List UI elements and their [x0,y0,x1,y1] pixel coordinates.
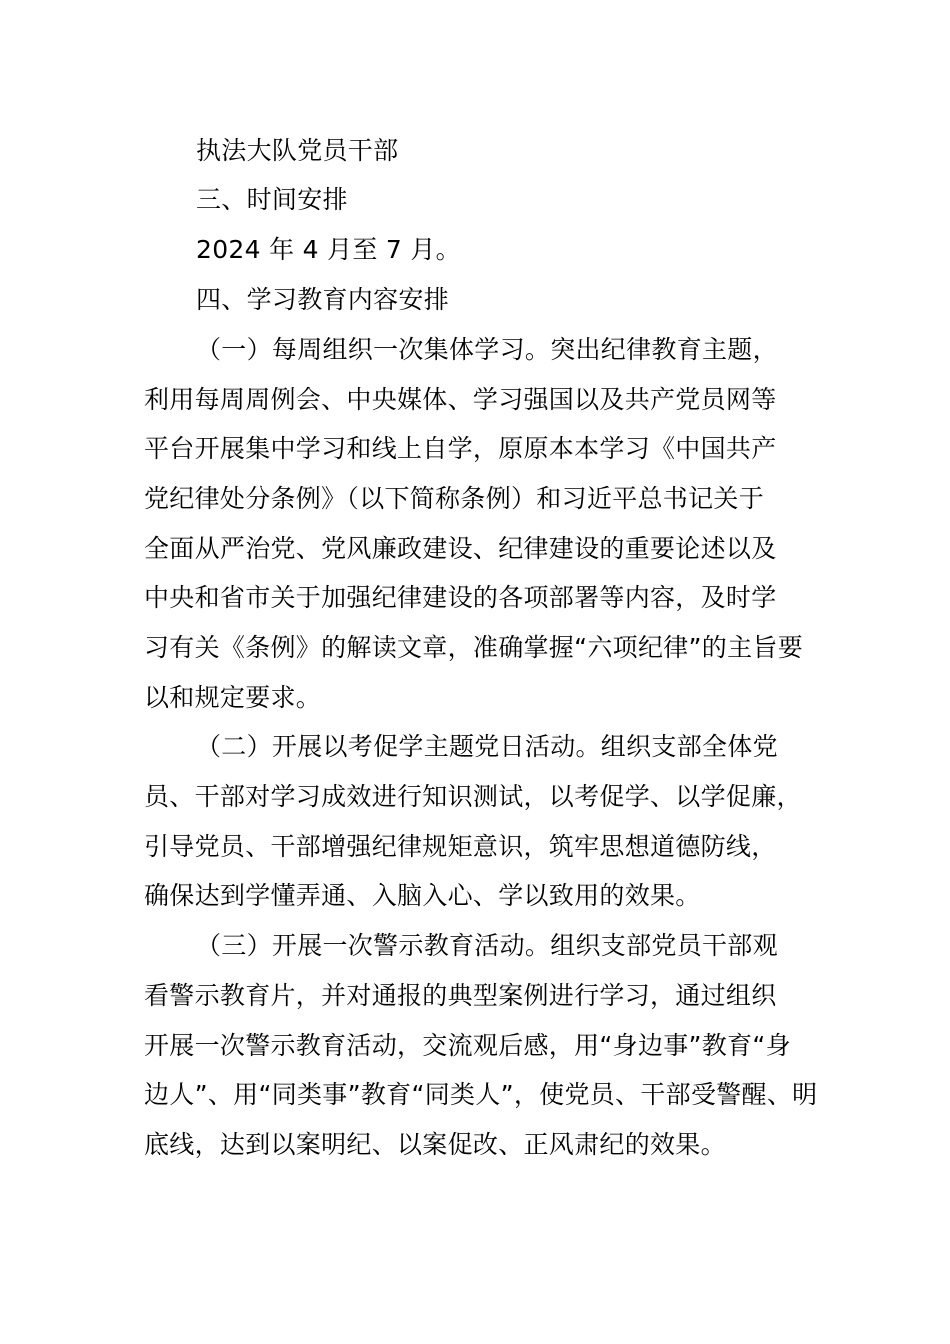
paragraph-1-line: 党纪律处分条例》（以下简称条例）和习近平总书记关于 [144,484,765,513]
paragraph-3-line: 开展一次警示教育活动，交流观后感，用“身边事”教育“身 [144,1031,791,1060]
paragraph-1-line: （一）每周组织一次集体学习。突出纪律教育主题， [196,335,778,364]
paragraph-3-line: 底线，达到以案明纪、以案促改、正风肃纪的效果。 [144,1130,726,1159]
paragraph-1-line: 全面从严治党、党风廉政建设、纪律建设的重要论述以及 [144,534,777,563]
paragraph-3-line: 边人”、用“同类事”教育“同类人”，使党员、干部受警醒、明 [144,1080,818,1109]
paragraph-1-line: 中央和省市关于加强纪律建设的各项部署等内容，及时学 [144,583,777,612]
paragraph-2-line: 员、干部对学习成效进行知识测试，以考促学、以学促廉， [144,782,802,811]
paragraph-3-line: 看警示教育片，并对通报的典型案例进行学习，通过组织 [144,981,777,1010]
paragraph-1-line: 平台开展集中学习和线上自学，原原本本学习《中国共产 [144,434,777,463]
text-line-audience: 执法大队党员干部 [196,136,399,165]
section-heading-3: 三、时间安排 [196,185,348,214]
paragraph-3-line: （三）开展一次警示教育活动。组织支部党员干部观 [196,931,778,960]
paragraph-2-line: 引导党员、干部增强纪律规矩意识，筑牢思想道德防线， [144,832,777,861]
paragraph-1-line: 习有关《条例》的解读文章，准确掌握“六项纪律”的主旨要 [144,633,804,662]
paragraph-1-line: 以和规定要求。 [144,683,322,712]
paragraph-2-line: （二）开展以考促学主题党日活动。组织支部全体党 [196,732,778,761]
paragraph-2-line: 确保达到学懂弄通、入脑入心、学以致用的效果。 [144,881,701,910]
section-heading-4: 四、学习教育内容安排 [196,285,450,314]
paragraph-1-line: 利用每周周例会、中央媒体、学习强国以及共产党员网等 [144,385,777,414]
text-line-schedule: 2024 年 4 月至 7 月。 [196,235,461,264]
